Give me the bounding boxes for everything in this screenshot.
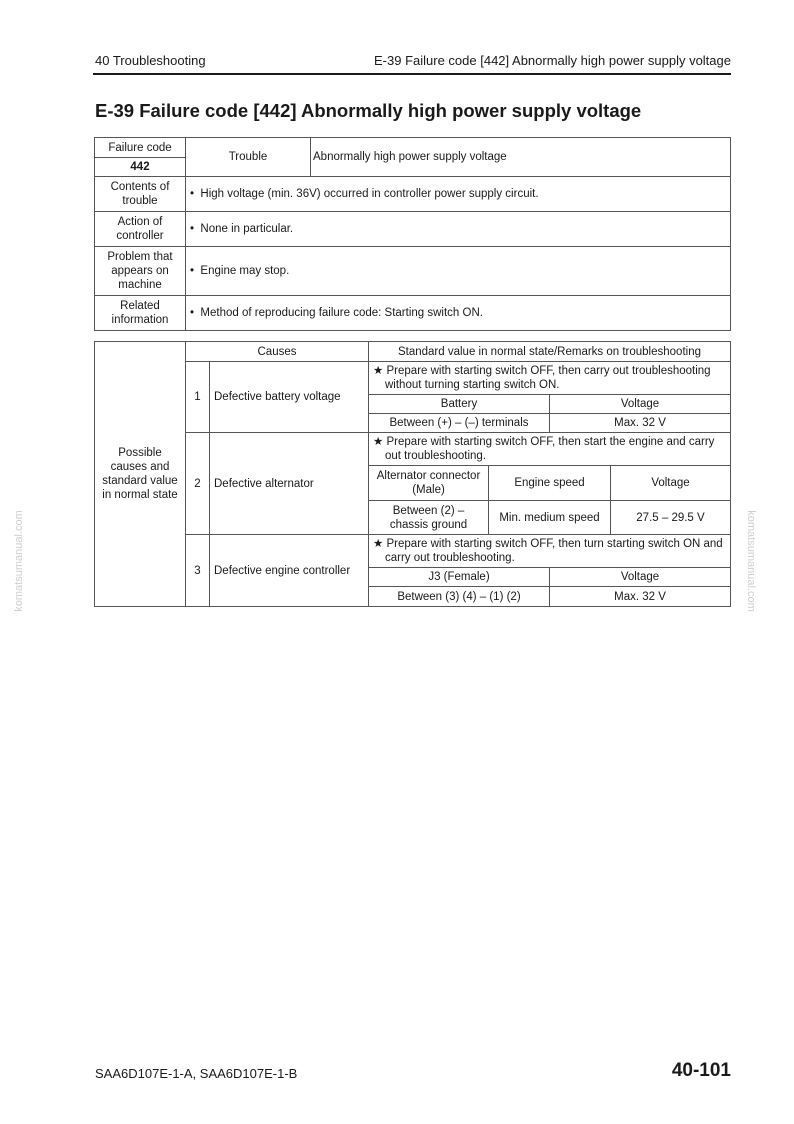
cause-2-name: Defective alternator bbox=[210, 433, 369, 535]
cause-2-note: ★ Prepare with starting switch OFF, then start the engine and carry out troubleshooting. bbox=[369, 433, 731, 466]
page-title: E-39 Failure code [442] Abnormally high power supply voltage bbox=[95, 100, 642, 121]
cause-3-col2-header: Voltage bbox=[550, 568, 731, 587]
page-number: 40-101 bbox=[671, 1060, 731, 1081]
cause-2-col2-value: Min. medium speed bbox=[489, 501, 611, 535]
cause-2-col2-header: Engine speed bbox=[489, 466, 611, 501]
trouble-value: Abnormally high power supply voltage bbox=[311, 138, 731, 177]
cause-1-col1-header: Battery bbox=[369, 395, 550, 414]
failure-code-value: 442 bbox=[95, 158, 186, 177]
cause-2-col3-header: Voltage bbox=[611, 466, 731, 501]
failure-info-table bbox=[94, 137, 731, 331]
watermark-left: komatsumanual.com bbox=[12, 510, 25, 612]
cause-3-col1-header: J3 (Female) bbox=[369, 568, 550, 587]
problem-label: Problem that appears on machine bbox=[95, 247, 186, 296]
contents-label: Contents of trouble bbox=[95, 177, 186, 212]
cause-1-number: 1 bbox=[186, 362, 210, 433]
header-rule bbox=[93, 73, 731, 75]
possible-causes-label: Possible causes and standard value in normal state bbox=[95, 342, 186, 607]
remarks-header: Standard value in normal state/Remarks on troubleshooting bbox=[369, 342, 731, 362]
cause-1-col2-header: Voltage bbox=[550, 395, 731, 414]
related-label: Related information bbox=[95, 296, 186, 331]
cause-3-note: ★ Prepare with starting switch OFF, then turn starting switch ON and carry out troubleshooting. bbox=[369, 535, 731, 568]
cause-2-col1-value: Between (2) – chassis ground bbox=[369, 501, 489, 535]
cause-3-col1-value: Between (3) (4) – (1) (2) bbox=[369, 587, 550, 607]
cause-1-col2-value: Max. 32 V bbox=[550, 414, 731, 433]
running-header-topic: E-39 Failure code [442] Abnormally high power supply voltage bbox=[374, 53, 731, 68]
contents-value: • High voltage (min. 36V) occurred in controller power supply circuit. bbox=[186, 177, 731, 212]
cause-3-col2-value: Max. 32 V bbox=[550, 587, 731, 607]
failure-code-label: Failure code bbox=[95, 138, 186, 158]
watermark-right: komatsumanual.com bbox=[744, 510, 757, 612]
causes-header: Causes bbox=[186, 342, 369, 362]
cause-1-note: ★ Prepare with starting switch OFF, then carry out troubleshooting without turning starting switch ON. bbox=[369, 362, 731, 395]
causes-table bbox=[94, 341, 731, 607]
cause-2-col3-value: 27.5 – 29.5 V bbox=[611, 501, 731, 535]
cause-2-number: 2 bbox=[186, 433, 210, 535]
cause-1-col1-value: Between (+) – (–) terminals bbox=[369, 414, 550, 433]
running-header-section: 40 Troubleshooting bbox=[95, 53, 206, 68]
cause-2-col1-header: Alternator connector (Male) bbox=[369, 466, 489, 501]
cause-3-name: Defective engine controller bbox=[210, 535, 369, 607]
action-label: Action of controller bbox=[95, 212, 186, 247]
problem-value: • Engine may stop. bbox=[186, 247, 731, 296]
footer-models: SAA6D107E-1-A, SAA6D107E-1-B bbox=[95, 1066, 298, 1081]
cause-3-number: 3 bbox=[186, 535, 210, 607]
cause-1-name: Defective battery voltage bbox=[210, 362, 369, 433]
action-value: • None in particular. bbox=[186, 212, 731, 247]
trouble-label: Trouble bbox=[186, 138, 311, 177]
related-value: • Method of reproducing failure code: Starting switch ON. bbox=[186, 296, 731, 331]
